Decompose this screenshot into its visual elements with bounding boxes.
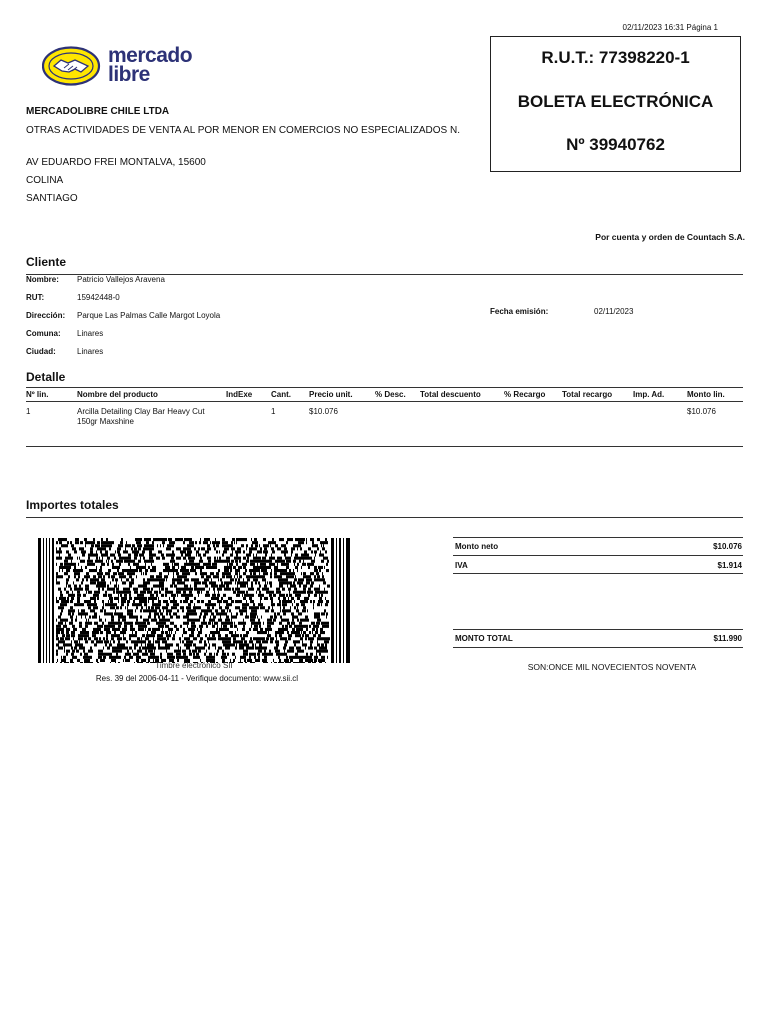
- divider: [453, 555, 743, 556]
- monto-neto-value: $10.076: [713, 542, 742, 551]
- client-rut: 15942448-0: [77, 293, 120, 302]
- document-id-box: [490, 36, 741, 172]
- row-product-name: [77, 407, 205, 427]
- print-timestamp: 02/11/2023 16:31 Página 1: [622, 23, 718, 32]
- address-region: SANTIAGO: [26, 193, 78, 204]
- on-behalf-note: Por cuenta y orden de Countach S.A.: [595, 232, 745, 242]
- client-address: Parque Las Palmas Calle Margot Loyola: [77, 311, 221, 320]
- label-nombre: Nombre:: [26, 275, 59, 284]
- divider: [26, 446, 743, 447]
- row-qty: 1: [271, 407, 276, 416]
- logo-word-libre: libre: [108, 63, 150, 86]
- address-commune: COLINA: [26, 175, 64, 186]
- label-monto-total: MONTO TOTAL: [455, 634, 513, 643]
- col-header-imp-ad: Imp. Ad.: [633, 390, 665, 399]
- label-fecha-emision: Fecha emisión:: [490, 307, 549, 316]
- col-header-cant: Cant.: [271, 390, 291, 399]
- row-product-line1: Arcilla Detailing Clay Bar Heavy Cut: [77, 407, 205, 416]
- label-ciudad: Ciudad:: [26, 347, 56, 356]
- row-lin: 1: [26, 407, 31, 416]
- timbre-label: Timbre electrónico SII: [155, 661, 233, 670]
- divider: [453, 573, 743, 574]
- label-rut: RUT:: [26, 293, 45, 302]
- divider: [26, 517, 743, 518]
- col-header-recargo: % Recargo: [504, 390, 546, 399]
- company-activity: OTRAS ACTIVIDADES DE VENTA AL POR MENOR EN COMERCIOS NO ESPECIALIZADOS N.: [26, 125, 460, 136]
- section-title-importes: Importes totales: [26, 498, 119, 512]
- client-name: Patricio Vallejos Aravena: [77, 275, 165, 284]
- monto-total-value: $11.990: [713, 634, 742, 643]
- divider: [26, 401, 743, 402]
- iva-value: $1.914: [717, 561, 742, 570]
- col-header-lin: Nº lin.: [26, 390, 49, 399]
- col-header-total-descuento: Total descuento: [420, 390, 481, 399]
- section-title-cliente: Cliente: [26, 255, 67, 269]
- label-comuna: Comuna:: [26, 329, 61, 338]
- col-header-indexe: IndExe: [226, 390, 253, 399]
- col-header-precio: Precio unit.: [309, 390, 353, 399]
- section-title-detalle: Detalle: [26, 370, 66, 384]
- label-direccion: Dirección:: [26, 311, 66, 320]
- col-header-desc: % Desc.: [375, 390, 406, 399]
- address-street: AV EDUARDO FREI MONTALVA, 15600: [26, 157, 206, 168]
- row-amount: $10.076: [687, 407, 716, 416]
- client-city: Linares: [77, 347, 104, 356]
- row-product-line2: 150gr Maxshine: [77, 417, 134, 426]
- issue-date: 02/11/2023: [594, 307, 634, 316]
- col-header-monto: Monto lin.: [687, 390, 725, 399]
- amount-in-words: SON:ONCE MIL NOVECIENTOS NOVENTA: [527, 662, 697, 672]
- client-commune: Linares: [77, 329, 104, 338]
- mercadolibre-logo: [42, 44, 202, 93]
- col-header-total-recargo: Total recargo: [562, 390, 613, 399]
- pdf417-barcode: [38, 538, 350, 663]
- sii-resolution: Res. 39 del 2006-04-11 - Verifique documento: www.sii.cl: [95, 674, 299, 683]
- label-iva: IVA: [455, 561, 468, 570]
- label-monto-neto: Monto neto: [455, 542, 499, 551]
- document-number: Nº 39940762: [566, 135, 665, 154]
- divider: [26, 387, 743, 388]
- divider: [453, 647, 743, 648]
- document-type: BOLETA ELECTRÓNICA: [517, 92, 714, 111]
- company-name: MERCADOLIBRE CHILE LTDA: [26, 106, 170, 117]
- col-header-producto: Nombre del producto: [77, 390, 158, 399]
- row-unit-price: $10.076: [309, 407, 338, 416]
- logo-word-mercado: mercado: [108, 44, 193, 67]
- divider: [453, 537, 743, 538]
- rut-number: R.U.T.: 77398220-1: [541, 48, 690, 67]
- divider: [453, 629, 743, 630]
